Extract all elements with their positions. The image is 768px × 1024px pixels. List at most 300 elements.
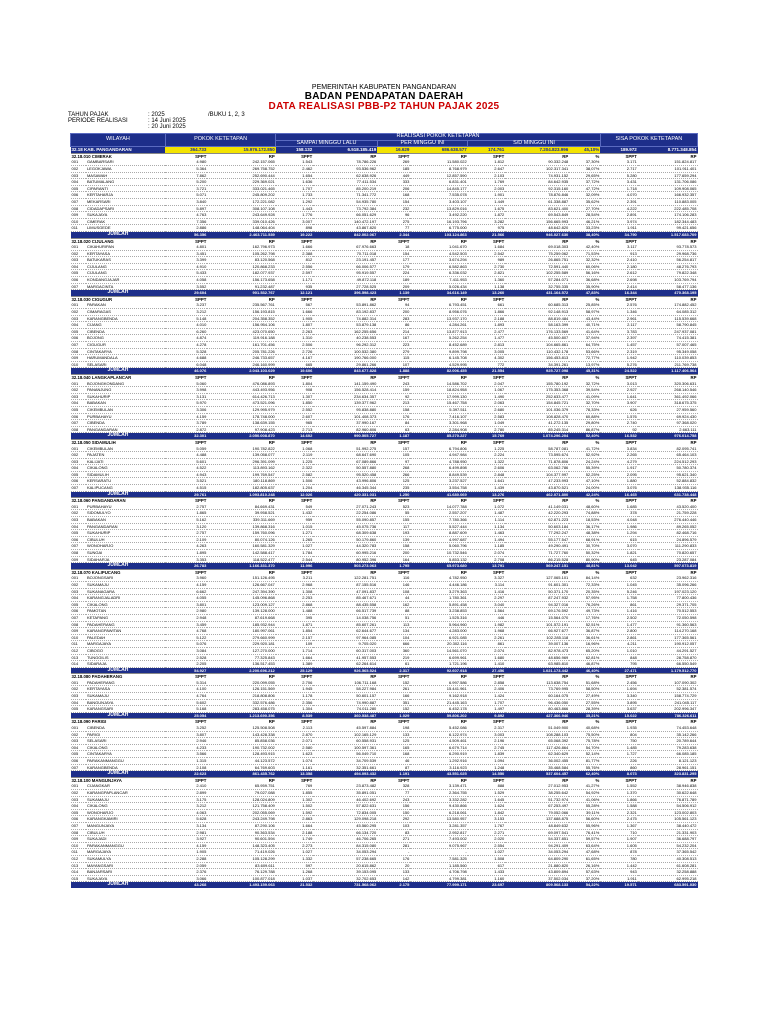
rp-cell: 3.674.294 (410, 257, 467, 264)
rp-cell: 27.071.243 (313, 504, 377, 510)
rp-cell: 50.603.184 (505, 523, 569, 530)
rp-cell: 28.758.870 (638, 654, 698, 661)
rp-cell: 245.809.202 (207, 192, 275, 199)
table-row (71, 744, 698, 751)
kecamatan-name: 32.18.070 KALIPUCANG (71, 569, 166, 575)
village-name: MEKARSARI (86, 198, 165, 205)
rp-cell: 85.467.671 (313, 595, 377, 602)
rp-cell: 269.758.752 (207, 165, 275, 172)
village-name: SIDAMULIH (86, 471, 165, 478)
rp-cell: 3.238.853 (410, 608, 467, 615)
village-code: 004 (71, 744, 86, 751)
village-code: 006 (71, 413, 86, 420)
rp-cell: 51.992.275 (313, 446, 377, 452)
sppt-cell: 4.010 (165, 322, 207, 329)
sppt-cell: 3.306 (165, 406, 207, 413)
sub-header-sppt: SPPT (377, 674, 410, 680)
sppt-cell: 2.556 (276, 263, 314, 270)
total-sppt-cell: 15.022 (600, 712, 638, 719)
sppt-cell: 1.733 (276, 192, 314, 199)
rp-cell: 8.121.123 (638, 758, 698, 765)
rp-cell: 74.990.887 (313, 699, 377, 706)
village-name: SIDAHARJA (86, 556, 165, 563)
sppt-cell: 1.271 (276, 530, 314, 537)
pct-cell: 57,95% (569, 595, 600, 602)
sppt-cell: 2.576 (600, 302, 638, 308)
rp-cell: 172.221.082 (207, 198, 275, 205)
report-meta (68, 112, 208, 130)
sub-header-rp: RP (505, 719, 569, 725)
total-sppt-cell: 46.076 (165, 368, 207, 375)
pct-cell: 36,17% (569, 523, 600, 530)
village-name: KARANGBENDA (86, 764, 165, 771)
sppt-cell: 935 (276, 283, 314, 290)
rp-cell: 7.535.078 (410, 192, 467, 199)
rp-cell: 1.185.560 (410, 862, 467, 869)
sppt-cell: 1.037 (276, 875, 314, 882)
sppt-cell: 4.522 (165, 465, 207, 472)
sub-header-pct: % (569, 238, 600, 244)
rp-cell: 29.861.266 (313, 361, 377, 368)
village-code: 004 (71, 263, 86, 270)
sppt-cell: 959 (276, 517, 314, 524)
kecamatan-total-row (71, 433, 698, 440)
sppt-cell: 1.225 (276, 458, 314, 465)
total-rp-cell: 843.677.828 (313, 368, 377, 375)
sppt-cell: 115 (377, 355, 410, 362)
rp-cell: 4.706.798 (410, 869, 467, 876)
sub-header-rp: RP (505, 439, 569, 445)
village-code: 011 (71, 225, 86, 232)
sppt-cell: 2.103 (468, 172, 506, 179)
sppt-cell: 3.066 (165, 875, 207, 882)
rp-cell: 73.595.674 (505, 452, 569, 459)
total-rp-cell: 842.002.067 (313, 231, 377, 238)
tahun-value: : 2025 (148, 112, 165, 118)
rp-cell: 54.506.912 (638, 803, 698, 810)
sppt-cell: 523 (377, 504, 410, 510)
sppt-cell: 3.801 (165, 601, 207, 608)
sub-header-sppt: SPPT (377, 374, 410, 380)
sppt-cell: 2.410 (165, 783, 207, 789)
sppt-cell: 2.544 (276, 556, 314, 563)
sppt-cell: 1.917 (600, 465, 638, 472)
rp-cell: 6.145.708 (410, 355, 467, 362)
sppt-cell: 1.872 (468, 212, 506, 219)
rp-cell: 190.766.000 (313, 355, 377, 362)
pct-cell: 52,25% (569, 471, 600, 478)
sppt-cell: 61 (377, 661, 410, 668)
rp-cell: 246.160.999 (207, 361, 275, 368)
sub-header-rp: RP (638, 296, 698, 302)
pct-cell: 71,53% (569, 250, 600, 257)
sppt-cell: 4.302 (468, 355, 506, 362)
sppt-cell: 97 (377, 458, 410, 465)
sppt-cell: 4.211 (600, 641, 638, 648)
sub-header-rp: RP (313, 439, 377, 445)
sppt-cell: 2.265 (600, 452, 638, 459)
sppt-cell: 1.850 (276, 400, 314, 407)
sppt-cell: 18 (377, 244, 410, 250)
rp-cell: 83.621.400 (505, 205, 569, 212)
village-code: 008 (71, 621, 86, 628)
rp-cell: 109.908.065 (638, 185, 698, 192)
rp-cell: 45.560.295 (313, 822, 377, 829)
rp-cell: 34.391.261 (505, 361, 569, 368)
pct-cell: 20,35% (569, 588, 600, 595)
village-name: CIKAHURIPAN (86, 244, 165, 250)
total-rp-cell: 34.616.149 (410, 290, 467, 297)
kab-cell: 7.204.823.996 (505, 147, 569, 154)
rp-cell: 4.284.261 (410, 322, 467, 329)
sppt-cell: 2.157 (276, 634, 314, 641)
village-name: MASAWAH (86, 172, 165, 179)
rp-cell: 174.882.452 (638, 302, 698, 308)
rp-cell: 1.780.361 (410, 595, 467, 602)
sppt-cell: 88 (377, 608, 410, 615)
sub-header-sppt: SPPT (377, 238, 410, 244)
sppt-cell: 1.749 (276, 836, 314, 843)
sub-header-rp: RP (313, 719, 377, 725)
pct-cell: 52,92% (569, 452, 600, 459)
rp-cell: 60.995.216 (313, 550, 377, 557)
total-sppt-cell: 29.604 (165, 290, 207, 297)
sppt-cell: 1.010 (600, 647, 638, 654)
rp-cell: 190.912.057 (638, 641, 698, 648)
sppt-cell: 1.027 (276, 849, 314, 856)
sppt-cell: 6.662 (165, 588, 207, 595)
sppt-cell: 92 (377, 393, 410, 400)
village-name: KARANGPAPLANCAR (86, 789, 165, 796)
pct-cell: 72,77% (569, 355, 600, 362)
village-name: GAMBARSARI (86, 159, 165, 165)
sppt-cell: 133 (377, 869, 410, 876)
rp-cell: 23.962.316 (638, 575, 698, 581)
sub-header-sppt: SPPT (276, 296, 314, 302)
rp-cell: 38.946.838 (638, 783, 698, 789)
pct-cell: 29,80% (569, 420, 600, 427)
sppt-cell: 5.280 (600, 172, 638, 179)
sppt-cell: 3.237 (165, 302, 207, 308)
rp-cell: 45.075.736 (313, 523, 377, 530)
rp-cell: 138.935.116 (638, 485, 698, 492)
pct-cell: 32,70% (569, 400, 600, 407)
total-rp-cell: 1.074.296.204 (505, 433, 569, 440)
pct-cell: 76,26% (569, 601, 600, 608)
table-row (71, 581, 698, 588)
table-row (71, 751, 698, 758)
sub-header-sppt: SPPT (276, 674, 314, 680)
table-row (71, 420, 698, 427)
rp-cell: 105.128.299 (207, 855, 275, 862)
total-rp-cell: 41.680.069 (410, 491, 467, 498)
table-row (71, 789, 698, 796)
kecamatan-name: 32.18.050 SIDAMULIH (71, 439, 166, 445)
kecamatan-name: 32.18.060 PANGANDARAN (71, 498, 166, 504)
total-label: JUMLAH (71, 563, 166, 570)
sppt-cell: 2.113 (276, 725, 314, 731)
sppt-cell: 2.074 (468, 647, 506, 654)
sppt-cell: 2.502 (600, 614, 638, 621)
village-code: 002 (71, 387, 86, 394)
pct-cell: 62,81% (569, 654, 600, 661)
rp-cell: 242.157.065 (207, 159, 275, 165)
sppt-cell: 1.067 (468, 387, 506, 394)
table-row (71, 614, 698, 621)
rp-cell: 7.581.325 (410, 855, 467, 862)
village-name: KETAPANG (86, 614, 165, 621)
sppt-cell: 1.767 (468, 822, 506, 829)
rp-cell: 6.775.000 (410, 225, 467, 232)
rp-cell: 79.052.066 (505, 809, 569, 816)
kecamatan-total-row (71, 290, 698, 297)
sppt-cell: 2.406 (468, 686, 506, 693)
total-sppt-cell: 1.029 (377, 712, 410, 719)
pct-cell: 24,00% (569, 485, 600, 492)
village-code: 010 (71, 842, 86, 849)
sppt-cell: 1.895 (165, 550, 207, 557)
pct-cell: 65,20% (569, 647, 600, 654)
sppt-cell: 5.328 (165, 348, 207, 355)
sppt-cell: 1.907 (600, 836, 638, 843)
kabupaten-name: 32.18 KAB. PANGANDARAN (71, 147, 166, 154)
village-name: CIBENDA (86, 725, 165, 731)
village-name: PADAHERANG (86, 621, 165, 628)
rp-cell: 121.758.409 (207, 803, 275, 810)
sppt-cell: 1.178 (276, 693, 314, 700)
sppt-cell: 3.807 (165, 731, 207, 738)
sub-header-sppt: SPPT (276, 153, 314, 159)
sppt-cell: 665 (276, 361, 314, 368)
sppt-cell: 1.866 (600, 796, 638, 803)
sub-header-rp: RP (410, 238, 467, 244)
sppt-cell: 4.063 (165, 809, 207, 816)
sub-header-rp: RP (207, 498, 275, 504)
sppt-cell: 139 (377, 536, 410, 543)
rp-cell: 138.639.155 (207, 420, 275, 427)
sppt-cell: 1.812 (468, 159, 506, 165)
rp-cell: 110.883.005 (638, 198, 698, 205)
village-code: 012 (71, 855, 86, 862)
village-name: PARAKANMANGGU (86, 758, 165, 765)
rp-cell: 128.493.915 (207, 751, 275, 758)
pct-cell: 46,87% (569, 661, 600, 668)
total-rp-cell: 976.014.758 (638, 433, 698, 440)
sppt-cell: 549 (276, 504, 314, 510)
rp-cell: 20.615.862 (313, 862, 377, 869)
village-code: 007 (71, 198, 86, 205)
village-name: MARGACINTA (86, 283, 165, 290)
rp-cell: 90.363.534 (207, 829, 275, 836)
rp-cell: 90.601.594 (207, 836, 275, 843)
rp-cell: 34.053.294 (505, 849, 569, 856)
village-name: CINTAKARYA (86, 751, 165, 758)
sppt-cell: 2.273 (276, 842, 314, 849)
sppt-cell: 3.005 (468, 348, 506, 355)
sppt-cell: 1.497 (468, 706, 506, 713)
village-code: 003 (71, 315, 86, 322)
village-code: 005 (71, 406, 86, 413)
total-sppt-cell: 19.606 (276, 368, 314, 375)
total-sppt-cell: 22.623 (165, 771, 207, 778)
tahun-label: TAHUN PAJAK (68, 112, 109, 118)
pct-cell: 29,65% (569, 172, 600, 179)
rp-cell: 4.997.687 (410, 536, 467, 543)
pct-cell: 58,50% (569, 686, 600, 693)
sppt-cell: 243 (377, 381, 410, 387)
rp-cell: 166.932.357 (638, 192, 698, 199)
rp-cell: 15.441.961 (410, 686, 467, 693)
village-code: 003 (71, 517, 86, 524)
rp-cell: 32.351.661 (313, 764, 377, 771)
total-sppt-cell: 2.175 (377, 882, 410, 888)
rp-cell: 21.445.163 (410, 699, 467, 706)
rp-cell: 7.416.107 (410, 413, 467, 420)
total-rp-cell: 631.738.448 (638, 491, 698, 498)
sub-header-rp: RP (410, 674, 467, 680)
total-sppt-cell: 19.222 (276, 231, 314, 238)
sppt-cell: 1.821 (600, 550, 638, 557)
rp-cell: 39.007.136 (505, 641, 569, 648)
village-code: 002 (71, 686, 86, 693)
village-code: 005 (71, 751, 86, 758)
sppt-cell: 2.612 (600, 270, 638, 277)
table-row (71, 322, 698, 329)
rp-cell: 48.656.969 (505, 654, 569, 661)
rp-cell: 57.822.631 (313, 803, 377, 810)
sub-header-sppt: SPPT (165, 498, 207, 504)
rp-cell: 3.281.357 (410, 822, 467, 829)
pct-cell: 41,09% (569, 393, 600, 400)
pct-cell: 16,96% (569, 641, 600, 648)
rp-cell: 159.760.096 (207, 530, 275, 537)
rp-cell: 13.877.913 (410, 328, 467, 335)
sppt-cell: 5.602 (165, 699, 207, 706)
sppt-cell: 3.895 (600, 699, 638, 706)
sppt-cell: 185 (377, 165, 410, 172)
sppt-cell: 3.327 (468, 575, 506, 581)
table-row (71, 699, 698, 706)
sppt-cell: 146 (377, 581, 410, 588)
sppt-cell: 2.821 (468, 270, 506, 277)
rp-cell: 6.794.806 (410, 446, 467, 452)
sppt-cell: 2.414 (600, 283, 638, 290)
sppt-cell: 2.074 (468, 550, 506, 557)
sppt-cell: 1.114 (468, 517, 506, 524)
sppt-cell: 5.970 (165, 400, 207, 407)
village-name: BATUKARAS (86, 257, 165, 264)
total-rp-cell: 82.006.455 (410, 368, 467, 375)
rp-cell: 14.077.788 (410, 504, 467, 510)
sppt-cell: 142 (377, 875, 410, 882)
sppt-cell: 3.120 (165, 523, 207, 530)
sub-header-rp: RP (313, 296, 377, 302)
pct-cell: 80,90% (569, 556, 600, 563)
sppt-cell: 4.159 (165, 413, 207, 420)
rp-cell: 64.809.290 (505, 855, 569, 862)
sppt-cell: 1.322 (468, 458, 506, 465)
rp-cell: 35.468.584 (505, 764, 569, 771)
pct-cell: 55,76% (569, 764, 600, 771)
rp-cell: 101.572.191 (505, 621, 569, 628)
village-name: SUKAHURIP (86, 393, 165, 400)
kecamatan-name: 32.18.040 LANGKAPLANCAR (71, 374, 166, 380)
sppt-cell: 167 (377, 335, 410, 342)
sppt-cell: 5.897 (165, 205, 207, 212)
sppt-cell: 2.961 (600, 315, 638, 322)
rp-cell: 5.060.796 (410, 543, 467, 550)
total-sppt-cell: 14.550 (468, 771, 506, 778)
sppt-cell: 1.588 (600, 803, 638, 810)
rp-cell: 162.796.973 (207, 244, 275, 250)
sppt-cell: 84 (377, 420, 410, 427)
sppt-cell: 1.477 (600, 621, 638, 628)
total-label: JUMLAH (71, 667, 166, 674)
rp-cell: 84.315.080 (313, 842, 377, 849)
total-sppt-cell: 25.129 (276, 667, 314, 674)
rp-cell: 279.660.999 (207, 634, 275, 641)
village-name: SUKAJADI (86, 836, 165, 843)
sppt-cell: 154 (377, 250, 410, 257)
village-code: 010 (71, 361, 86, 368)
sppt-cell: 77 (377, 225, 410, 232)
village-name: TUNGGILIS (86, 654, 165, 661)
sppt-cell: 2.180 (600, 263, 638, 270)
rp-cell: 70.711.018 (313, 250, 377, 257)
table-row (71, 387, 698, 394)
sub-header-sppt: SPPT (600, 439, 638, 445)
sub-header-sppt: SPPT (468, 674, 506, 680)
rp-cell: 161.701.456 (207, 342, 275, 349)
rp-cell: 176.133.569 (505, 328, 569, 335)
rp-cell: 204.358.352 (207, 315, 275, 322)
sppt-cell: 1.027 (276, 543, 314, 550)
rp-cell: 16.193.796 (410, 218, 467, 225)
sppt-cell: 1.880 (600, 478, 638, 485)
village-name: MAYANGSARI (86, 862, 165, 869)
rp-cell: 4.283.000 (410, 628, 467, 635)
rp-cell: 199.769.547 (207, 471, 275, 478)
village-name: SUNGAI (86, 550, 165, 557)
sppt-cell: 1.718 (600, 185, 638, 192)
sppt-cell: 2.205 (165, 661, 207, 668)
village-code: 006 (71, 536, 86, 543)
rp-cell: 333.021.465 (207, 185, 275, 192)
sppt-cell: 4.159 (165, 842, 207, 849)
sub-header-sppt: SPPT (377, 498, 410, 504)
kab-cell: 174.761 (468, 147, 506, 154)
sub-header-rp: RP (505, 674, 569, 680)
sppt-cell: 1.045 (600, 581, 638, 588)
rp-cell: 102.317.341 (505, 165, 569, 172)
rp-cell: 49.290.491 (505, 543, 569, 550)
rp-cell: 127.270.000 (207, 647, 275, 654)
pct-cell: 40,68% (569, 725, 600, 731)
sppt-cell: 3.134 (165, 822, 207, 829)
rp-cell: 88.435.558 (313, 601, 377, 608)
rp-cell: 39.958.521 (207, 510, 275, 517)
sppt-cell: 861 (468, 641, 506, 648)
sppt-cell: 4.488 (165, 452, 207, 459)
village-code: 013 (71, 654, 86, 661)
sppt-cell: 1.664 (276, 654, 314, 661)
sppt-cell: 3.076 (600, 485, 638, 492)
sppt-cell: 113 (377, 621, 410, 628)
village-code: 009 (71, 212, 86, 219)
sppt-cell: 2.899 (165, 789, 207, 796)
sppt-cell: 5.200 (165, 179, 207, 186)
kab-cell: 364.733 (165, 147, 207, 154)
